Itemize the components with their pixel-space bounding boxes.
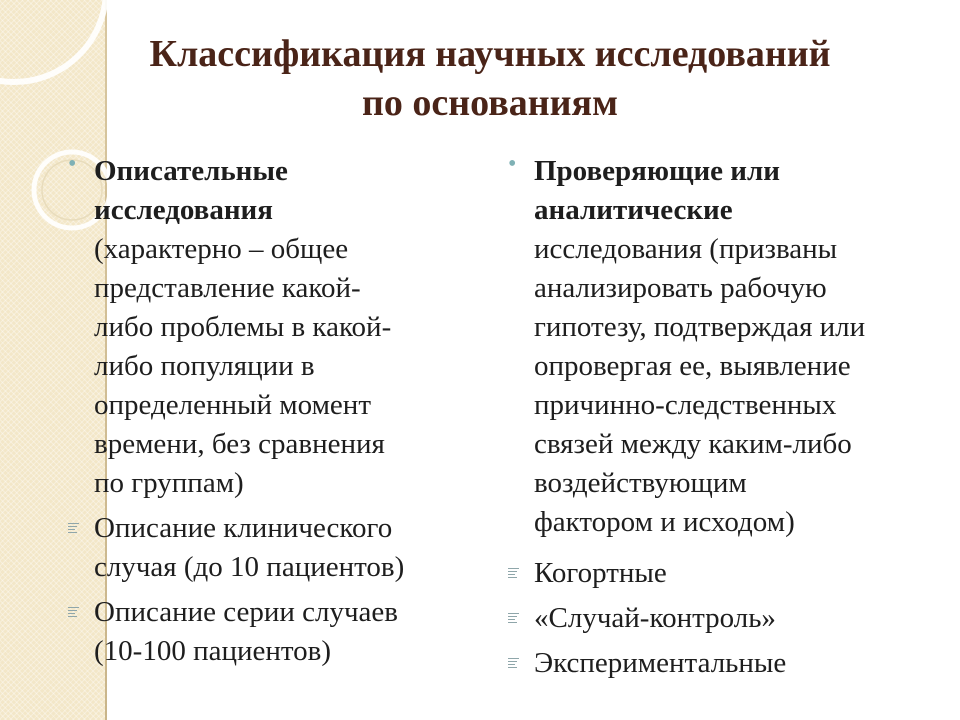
item-heading-line: исследования (94, 194, 273, 226)
title-line-1: Классификация научных исследований (149, 33, 831, 75)
item-description-line: причинно-следственных (534, 389, 837, 421)
item-description-line: (характерно – общее (94, 233, 349, 265)
list-item-descriptive (60, 152, 480, 503)
sub-item-line: Описание клинического (94, 512, 393, 544)
lined-square-icon (508, 613, 519, 624)
sub-item (500, 599, 920, 638)
item-description-line: определенный момент (94, 389, 371, 421)
sub-item (500, 644, 920, 683)
item-description-line: фактором и исходом) (534, 506, 795, 538)
item-description-line: представление какой- (94, 272, 361, 304)
sub-item-line: случая (до 10 пациентов) (94, 551, 405, 583)
sub-item (60, 593, 480, 671)
list-item-analytical (500, 152, 920, 542)
round-dot-icon: • (68, 151, 77, 177)
item-description-line: исследования (призваны (534, 233, 838, 265)
left-column (60, 152, 480, 671)
sub-item (60, 509, 480, 587)
item-description-line: опровергая ее, выявление (534, 350, 851, 382)
lined-square-icon (508, 658, 519, 669)
item-heading-line: Проверяющие или (534, 155, 780, 187)
item-description-line: гипотезу, подтверждая или (534, 311, 866, 343)
sub-item (500, 554, 920, 593)
item-description-line: связей между каким-либо (534, 428, 852, 460)
sub-item-line: «Случай-контроль» (534, 602, 776, 634)
item-description-line: по группам) (94, 467, 244, 499)
lined-square-icon (68, 523, 79, 534)
lined-square-icon (508, 568, 519, 579)
item-description-line: либо популяции в (94, 350, 315, 382)
item-description-line: анализировать рабочую (534, 272, 827, 304)
item-heading-line: Описательные (94, 155, 288, 187)
item-description-line: воздействующим (534, 467, 747, 499)
sub-item-line: (10-100 пациентов) (94, 635, 332, 667)
item-heading-line: аналитические (534, 194, 733, 226)
sub-item-line: Описание серии случаев (94, 596, 398, 628)
sub-item-line: Когортные (534, 557, 667, 589)
title-line-2: по основаниям (362, 82, 618, 124)
round-dot-icon: • (508, 151, 517, 177)
sub-item-line: Экспериментальные (534, 647, 787, 679)
item-description-line: либо проблемы в какой- (94, 311, 392, 343)
right-column (500, 152, 920, 683)
slide-title (80, 30, 900, 128)
lined-square-icon (68, 607, 79, 618)
item-description-line: времени, без сравнения (94, 428, 385, 460)
